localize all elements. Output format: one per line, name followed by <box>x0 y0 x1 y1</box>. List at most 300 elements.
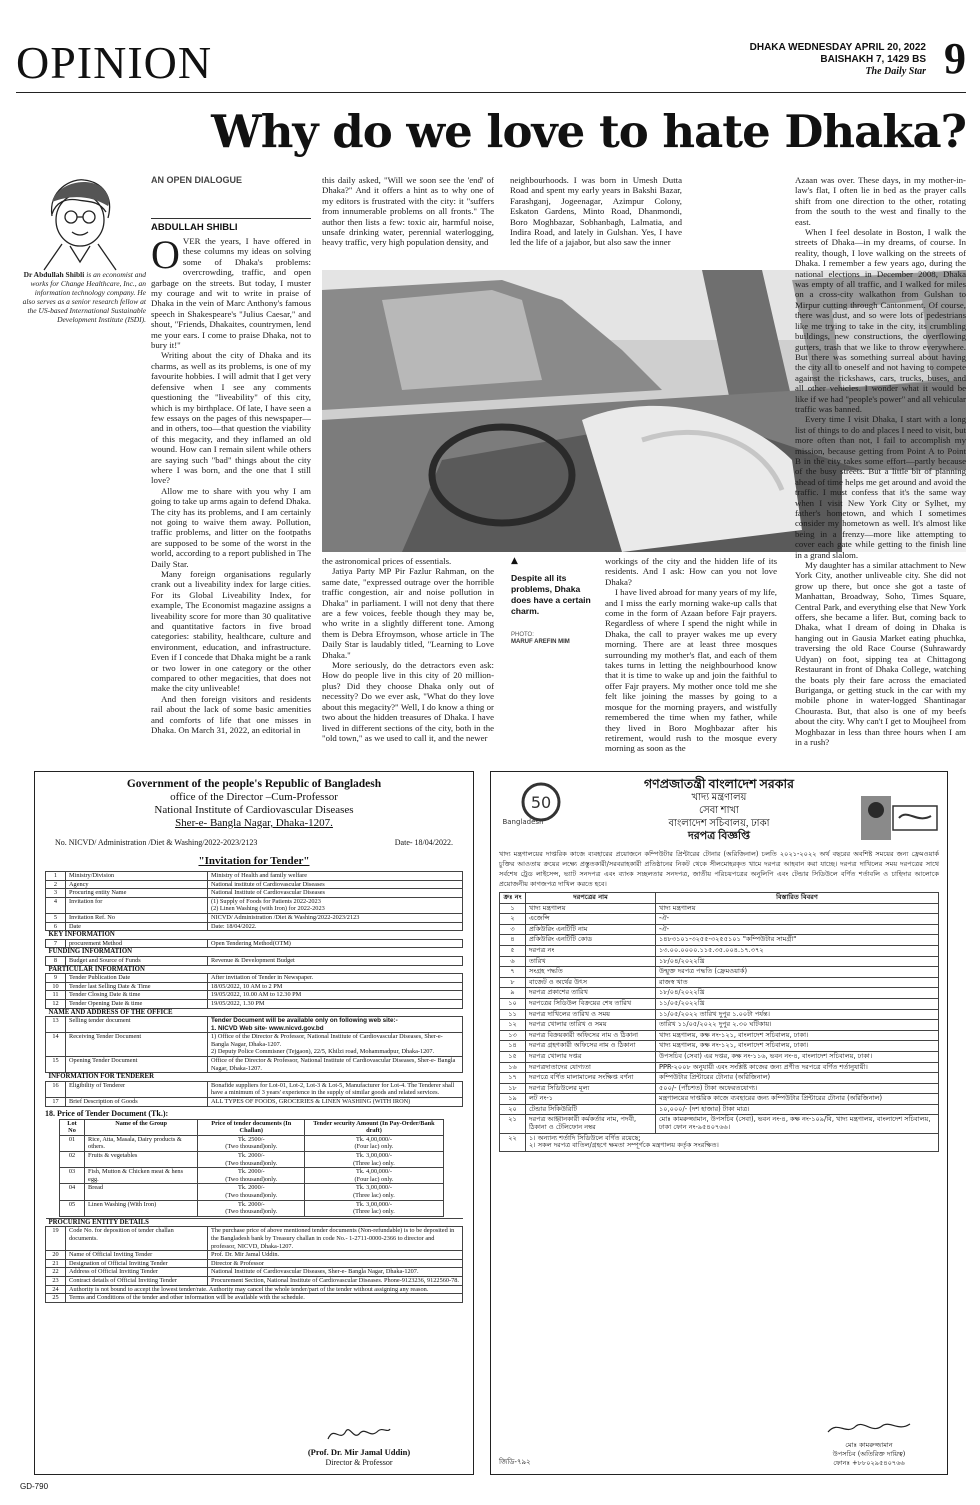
section-name: OPINION <box>16 37 213 88</box>
table-cell: Invitation for <box>66 897 208 913</box>
table-cell: Bonafide suppliers for Lot-01, Lot-2, Lot-3 & Lot-5, Manufacturer for Lot-4. The Tenderer shall have a minimum of 3 years' experience in the supply of similar goods and related services. <box>208 1081 463 1097</box>
paragraph: the astronomical prices of essentials. <box>322 556 452 566</box>
table-cell <box>208 1017 463 1033</box>
table-cell: 1) Office of the Director & Professor, National Institute of Cardiovascular Diseases, Sher-e- Bangla Nagar, Dhaka-1207. 2) Deputy Police Commisner (Tejgaon), 22/5, Khilzi road, Mohammadpur, Dhaka-1207. <box>208 1033 463 1057</box>
table-row <box>46 1294 463 1303</box>
table-cell: Code No. for deposition of tender challan documents. <box>66 1227 208 1251</box>
table-cell: ৭ <box>500 967 526 978</box>
table-cell: Ministry/Division <box>66 872 208 881</box>
table-cell: 13 <box>46 1017 66 1033</box>
table-cell: Invitation Ref. No <box>66 913 208 922</box>
masthead <box>16 34 966 90</box>
table-cell: 8 <box>46 956 66 965</box>
paragraph: Many foreign organisations regularly crank out a liveability index for large cities. For its Global Liveability Index, for example, The Economist magazine assigns a liveability score for more than 30 qualitative and quantitative factors in five broad categories: stability, healthcare, culture and environment, education, and infrastructure. Even if I concede that Dhaka might be a rank or two lower in one category or the other compared to other megacities, that does not make the city unliveable! <box>151 569 311 694</box>
caption-arrow-icon: ▲ <box>511 556 518 566</box>
table-cell: Tk. 2000/- (Two thousand)only. <box>198 1152 305 1168</box>
table-cell: কম্পিউটার প্রিন্টারের টোনার (অরিজিনাল) <box>656 1073 939 1084</box>
paragraph: More seriously, do the detractors even ask: How do people live in this city of 20 million-plus? Did they choose Dhaka only out of necessity? Do we ever ask, "What do they love about this megacity?" Well, I do know a thing or two about the hidden treasures of Dhaka. I have lived in different sections of the city, both in the "old town," as we used to call it, and the newer <box>322 660 494 743</box>
table-cell: তারিখ ১১/০৫/২০২২ দুপুর ২.৩০ ঘটিকায়। <box>656 1020 939 1031</box>
tender-notice-nicvd <box>34 771 474 1475</box>
memo-number: No. NICVD/ Administration /Diet & Washing/2022-2023/2123 <box>55 838 258 847</box>
table-cell: Receiving Tender Document <box>66 1033 208 1057</box>
notice-intro: খাদ্য মন্ত্রণালয়ের দাপ্তরিক কাজে ব্যবহারের প্রয়োজনে কম্পিউটার প্রিন্টারের টোনার (অরিজিনাল) চলতি ২০২১-২০২২ অর্থ বছরের অবশিষ্ট সময়ের জন্য ফ্রেমওয়ার্ক চুক্তির আওতায় ক্রয়ের লক্ষ্যে প্রস্তুতকারী/সরবরাহকারী প্রতিষ্ঠানের নিকট থেকে সীলমোহরকৃত খামে দরপত্র আহবান করা যাচ্ছে। দরপত্র দাখিলের সময় দরপত্রের সাথে সর্বশেষ ট্রেড লাইসেন্স, ভ্যাট সনদপত্র এবং ব্যাংক সচ্ছলতার সনদপত্র, জাতীয় পরিচয়পত্রের অনুলিপি এবং টেন্ডার সিডিউলে বর্ণিত শর্তাবলি ও চাহিদার আলোকে প্রয়োজনীয় কাগজপত্র দাখিল করতে হবে। <box>499 850 939 888</box>
table-row <box>46 939 463 948</box>
table-cell: ১৫ <box>500 1051 526 1062</box>
table-cell: 19/05/2022, 1.30 PM <box>208 999 463 1008</box>
tender-details-table <box>499 892 939 1152</box>
table-cell: দরপত্র খোলার দপ্তর <box>526 1051 656 1062</box>
table-cell: ৪ <box>500 935 526 946</box>
table-cell: প্রকিউরিং এনটিটি কোড <box>526 935 656 946</box>
table-row <box>46 1057 463 1073</box>
table-cell: Agency <box>66 880 208 889</box>
table-cell: Brief Description of Goods <box>66 1098 208 1107</box>
svg-text:50: 50 <box>530 793 552 812</box>
table-row <box>500 967 939 978</box>
table-cell: Procurement Section, National Institute of Cardiovascular Diseases. Phone-9123236, 9122560-78. <box>208 1276 463 1285</box>
table-cell: Ministry of Health and family welfare <box>208 872 463 881</box>
table-cell: 14 <box>46 1033 66 1057</box>
table-cell: ১ <box>500 903 526 914</box>
table-cell: 15 <box>46 1057 66 1073</box>
paragraph: When I feel desolate in Boston, I walk the streets of Dhaka—in my dreams, of course. In reality, though, I love walking on the streets of Dhaka. I remember a few years ago, during the national elections in December 2008, Dhaka was empty of all traffic, and I walked for miles on a cross-city walkathon from Gulshan to Mirpur cutting through Cantonment. Of course, there was dust, and so were lots of pedestrians like me trying to take in the city, its crumbling buildings, new constructions, the overflowing gutters, trash that we like to throw everywhere. But there was something surreal about having the city all to oneself and not having to compete against the rickshaws, cars, trucks, buses, and all other vehicles. I wonder what it would be like if we had "people's power" and all vehicular traffic was banned. <box>795 227 966 414</box>
notice-header <box>45 778 463 830</box>
table-cell: ১৩ <box>500 1030 526 1041</box>
table-cell: 01 <box>60 1135 85 1151</box>
table-cell: Price of tender documents (In Challan) <box>198 1119 305 1135</box>
table-cell: Tk. 3,00,000/- (Three lac) only. <box>305 1200 443 1216</box>
signer-phone: ফোনঃ +৮৮০২৯৫৪০৭৬৬ <box>833 1459 905 1467</box>
table-row <box>46 999 463 1008</box>
table-cell: টেন্ডার সিকিউরিটি <box>526 1104 656 1115</box>
table-cell: 17 <box>46 1098 66 1107</box>
table-cell: ২০ <box>500 1104 526 1115</box>
table-cell: National Institute of Cardiovascular Diseases <box>208 889 463 898</box>
table-cell: Eligibility of Tenderer <box>66 1081 208 1097</box>
table-cell: 19 <box>46 1227 66 1251</box>
table-row <box>500 1115 939 1133</box>
table-cell: ২ <box>500 914 526 925</box>
table-cell: ১১ <box>500 1009 526 1020</box>
header-line: Government of the people's Republic of Bangladesh <box>126 778 382 790</box>
table-cell: দরপত্র বিক্রয়কারী অফিসের নাম ও ঠিকানা <box>526 1030 656 1041</box>
table-cell: 19/05/2022, 10.00 AM to 12.30 PM <box>208 991 463 1000</box>
table-cell: খাদ্য মন্ত্রণালয় <box>656 903 939 914</box>
table-cell: খাদ্য মন্ত্রণালয়, কক্ষ নং-১২১, বাংলাদেশ সচিবালয়, ঢাকা। <box>656 1030 939 1041</box>
table-cell: INFORMATION FOR TENDERER <box>46 1073 463 1082</box>
table-row <box>500 1020 939 1031</box>
table-cell: 21 <box>46 1259 66 1268</box>
table-cell: 18/05/2022, 10 AM to 2 PM <box>208 982 463 991</box>
table-cell: National institute of Cardiovascular Diseases <box>208 880 463 889</box>
table-cell: Tk. 2000/- (Two thousand)only. <box>198 1168 305 1184</box>
table-cell: 9 <box>46 974 66 983</box>
table-section-header <box>46 931 463 940</box>
table-cell: KEY INFORMATION <box>46 931 463 940</box>
table-cell: 7 <box>46 939 66 948</box>
table-cell: 1 <box>46 872 66 881</box>
table-cell: Address of Official Inviting Tender <box>66 1268 208 1277</box>
table-cell: 23 <box>46 1276 66 1285</box>
table-cell: Revenue & Development Budget <box>208 956 463 965</box>
procuring-entity-table <box>45 1218 463 1303</box>
table-row <box>500 998 939 1009</box>
article-column-1 <box>151 236 311 763</box>
memo-line <box>45 838 463 847</box>
table-section-header <box>46 1073 463 1082</box>
table-cell: Tk. 4,00,000/- (Four lac) only. <box>305 1135 443 1151</box>
table-section-header <box>46 1008 463 1017</box>
tender-price-table <box>59 1119 444 1217</box>
ad-code: জিডি-৭৯২ <box>499 1458 531 1466</box>
paragraph-text: VER the years, I have offered in these columns my ideas on solving some of Dhaka's problems: overcrowding, traffic, and open garbage on the streets. But today, I muster my courage and wit to write in praise of Dhaka in the vein of Marc Anthony's famous speech in Shakespeare's "Julius Caesar," and shout, "Friends, Dhakaites, countrymen, lend me your ears. I come to praise Dhaka, not to bury it!" <box>151 236 311 351</box>
price-table-title: 18. Price of Tender Document (Tk.): <box>45 1108 169 1118</box>
table-cell: 10 <box>46 982 66 991</box>
table-cell: Tender Closing Date & time <box>66 991 208 1000</box>
paragraph: My daughter has a similar attachment to New York City, another unliveable city. She did not grow up there, but once she got a taste of Manhattan, Broadway, Soho, Times Square, Central Park, and everything else that New York offers, she became a lifer. But, coming back to Dhaka, what I dream of doing in Dhaka is hanging out in Gausia Market eating phuchka, traversing the old Race Course (Suhrawardy Udyan) on foot, sipping tea at Chittagong Restaurant in front of Dhaka College, watching the boats ply their fare across the emaciated Buriganga, or getting stuck in the car with my mobile phone in water-logged Shantinagar Chourasta. But, that also is one of my beefs about the city. Why can't I get to Moujheel from Moghbazar in less than three hours when I am in a rush? <box>795 560 966 747</box>
table-cell: -ঐ- <box>656 924 939 935</box>
table-cell: দরপত্র আহ্বানকারী কর্মকর্তার নাম, পদবী, ঠিকানা ও টেলিফোন নম্বর <box>526 1115 656 1133</box>
table-cell: ১৪৮৩১০১-৩২৫৫-৩২৫৫১০১ "কম্পিউটার সামগ্রী" <box>656 935 939 946</box>
web-site-note: Tender Document will be available only on following web site:- <box>211 1017 398 1025</box>
table-cell: 6 <box>46 922 66 931</box>
table-cell: ক্রঃ নং <box>500 893 526 904</box>
table-cell: ৬ <box>500 956 526 967</box>
mujib-borsho-logo <box>859 794 939 842</box>
table-row <box>500 956 939 967</box>
table-cell: ১৬ <box>500 1062 526 1073</box>
column-kicker: AN OPEN DIALOGUE <box>151 175 243 185</box>
table-row <box>500 1062 939 1073</box>
table-cell: 11 <box>46 991 66 1000</box>
headline: Why do we love to hate Dhaka? <box>211 105 966 158</box>
table-cell: Tk. 2000/- (Two thousand)only. <box>198 1200 305 1216</box>
signer-title: উপসচিব (অতিরিক্ত দায়িত্ব) <box>832 1450 906 1458</box>
article-column-3-top <box>510 175 682 267</box>
signer-name: (Prof. Dr. Mir Jamal Uddin) <box>307 1447 411 1457</box>
tender-notice-food-ministry <box>490 771 948 1475</box>
table-row <box>46 1276 463 1285</box>
table-row <box>46 913 463 922</box>
notice-title: "Invitation for Tender" <box>198 855 310 867</box>
table-cell: Authority is not bound to accept the lowest tender/rate. Authority may cancel the whole tender/part of the tender without assigning any reason. <box>66 1285 463 1294</box>
top-rule <box>16 92 966 93</box>
table-cell: ১৮/০৪/২০২২খ্রি <box>656 956 939 967</box>
table-row <box>46 1259 463 1268</box>
table-row <box>500 935 939 946</box>
table-cell: Prof. Dr. Mir Jamal Uddin. <box>208 1251 463 1260</box>
table-row <box>46 880 463 889</box>
paragraph: Writing about the city of Dhaka and its charms, as well as its problems, is one of my favourite hobbies. I will admit that I get very defensive when I see any comments questioning the "liveability" of this city, which is my birthplace. Of late, I have seen a few essays on the pages of this newspaper—and in others, too—that question the viability of this megacity, and they inflamed an old wound. How can I remain silent while others are saying such "bad" things about the city where I was born, and the one that I still love? <box>151 350 311 486</box>
table-cell: দরপত্রের সিডিউল বিক্রয়ের শেষ তারিখ <box>526 998 656 1009</box>
table-cell: National Institute of Cardiovascular Diseases, Sher-e- Bangla Nagar, Dhaka-1207. <box>208 1268 463 1277</box>
table-row <box>46 1285 463 1294</box>
article-column-2-top <box>322 175 494 267</box>
table-cell: ১৮/০৪/২০২২খ্রি <box>656 988 939 999</box>
table-cell: ৫০০/- (পাঁচশত) টাকা অফেরতযোগ্য। <box>656 1083 939 1094</box>
header-line: খাদ্য মন্ত্রণালয় <box>691 792 747 803</box>
table-row <box>46 1017 463 1033</box>
table-cell: Date: 18/04/2022. <box>208 922 463 931</box>
table-row <box>500 1104 939 1115</box>
table-row <box>500 1083 939 1094</box>
bio-text: is an economist and works for Change Healthcare, Inc., an information technology company. He also serves as a senior research fellow at the US-based International Sustainable Development Institute (ISDI). <box>22 270 146 324</box>
table-cell: 24 <box>46 1285 66 1294</box>
table-cell: দরপত্র গ্রহণকারী অফিসের নাম ও ঠিকানা <box>526 1041 656 1052</box>
author-portrait-illustration <box>22 172 132 272</box>
table-cell: এজেন্সি <box>526 914 656 925</box>
table-cell: ALL TYPES OF FOODS, GROCERIES & LINEN WASHING (WITH IRON) <box>208 1098 463 1107</box>
table-cell: Tk. 2500/- (Two thousand)only. <box>198 1135 305 1151</box>
table-cell: ১০,০০০/- (দশ হাজার) টাকা মাত্র। <box>656 1104 939 1115</box>
table-cell: ১৪ <box>500 1041 526 1052</box>
paragraph: this daily asked, "Will we soon see the 'end' of Dhaka?" And it offers a hint as to why one of my editors is frustrated with the city: it "suffers from innumerable problems on all fronts." The author then lists a few: toxic air, harmful noise, unsafe drinking water, perennial waterlogging, heavy traffic, very high population density, and <box>322 175 494 248</box>
table-cell: দরপত্রে বর্ণিত মালামালের সংক্ষিপ্ত বর্ণনা <box>526 1073 656 1084</box>
table-cell: Opening Tender Document <box>66 1057 208 1073</box>
table-cell: ১৭ <box>500 1073 526 1084</box>
table-row <box>500 893 939 904</box>
table-row <box>500 1073 939 1084</box>
table-cell: দরপত্র খোলার তারিখ ও সময় <box>526 1020 656 1031</box>
table-cell: মোঃ কামরুজ্জামান, উপসচিব (সেবা), ভবন নং-৪, কক্ষ নং-১০৯/বি, খাদ্য মন্ত্রণালয়, বাংলাদেশ সচিবালয়, ঢাকা ফোন নং-৯৫৪০৭৬৬। <box>656 1115 939 1133</box>
mujib-50-logo <box>501 780 565 826</box>
table-cell: Budget and Source of Funds <box>66 956 208 965</box>
table-cell: ১৯ <box>500 1094 526 1105</box>
table-cell: রাজস্ব খাত <box>656 977 939 988</box>
table-row <box>46 889 463 898</box>
table-cell: ১০ <box>500 998 526 1009</box>
table-cell: PPR-২০০৮ অনুযায়ী এবং সংশ্লিষ্ট কাজের জন্য প্রণীত দরপত্রে বর্ণিত শর্তানুযায়ী। <box>656 1062 939 1073</box>
header-line: National Institute of Cardiovascular Diseases <box>154 804 354 816</box>
table-cell: Linen Washing (With Iron) <box>85 1200 198 1216</box>
table-cell: দরপত্র নং <box>526 945 656 956</box>
table-cell: Office of the Director & Professor, National Institute of Cardiovascular Diseases, Sher-e- Bangla Nagar, Dhaka-1207. <box>208 1057 463 1073</box>
table-cell: উন্মুক্ত দরপত্র পদ্ধতি (ফ্রেমওয়ার্ক) <box>656 967 939 978</box>
signer-name: মোঃ কামরুজ্জামান <box>845 1441 893 1449</box>
table-row <box>46 1227 463 1251</box>
author-name: ABDULLAH SHIBLI <box>151 218 311 234</box>
drop-cap: O <box>151 236 180 277</box>
table-row <box>500 1041 939 1052</box>
table-row <box>46 872 463 881</box>
table-row <box>500 1030 939 1041</box>
table-row <box>60 1119 444 1135</box>
table-cell: সংগ্রহ পদ্ধতি <box>526 967 656 978</box>
table-cell: Name of Official Inviting Tender <box>66 1251 208 1260</box>
table-row <box>46 1251 463 1260</box>
table-cell: প্রকিউরিং এনটিটি নাম <box>526 924 656 935</box>
photo-credit: MARUF AREFIN MIM <box>511 639 570 645</box>
table-row <box>500 977 939 988</box>
table-cell: 2 <box>46 880 66 889</box>
table-row <box>500 1094 939 1105</box>
table-cell: Tk. 2000/- (Two thousand)only. <box>198 1184 305 1200</box>
table-cell: ৯ <box>500 988 526 999</box>
table-cell: তারিখ <box>526 956 656 967</box>
paragraph: I have lived abroad for many years of my life, and I miss the early morning wake-up calls that come in the form of Azaan before Fajr prayers. Regardless of where I spend the night while in Dhaka, the call to prayer wakes me up every morning. There are at least three mosques surrounding my mother's flat, and each of them takes turns in letting the neighbourhood know that it is time to wake up and join the faithful to offer Fajr prayers. My mother once told me she felt like joining the masses by going to a mosque for the morning prayers, and wistfully remembered the time when my father, while they lived in Boro Moghbazar after his retirement, would rush to the mosque every morning as soon as the <box>605 587 777 754</box>
table-cell: -ঐ- <box>656 914 939 925</box>
table-cell: Date <box>66 922 208 931</box>
table-cell: Name of the Group <box>85 1119 198 1135</box>
table-cell: Contract details of Official Inviting Tender <box>66 1276 208 1285</box>
table-row <box>500 1133 939 1151</box>
paragraph <box>151 236 311 350</box>
table-cell: Rice, Atta, Masala, Dairy products & others. <box>85 1135 198 1151</box>
table-row <box>46 1098 463 1107</box>
table-cell: ১। অন্যান্য শর্তাদি সিডিউলে বর্ণিত রয়েছে; ২। সকল দরপত্র বাতিল/গ্রহণে ক্ষমতা সম্পূর্ণকে মন্ত্রণালয় কর্তৃক সংরক্ষিত। <box>526 1133 939 1151</box>
table-cell: Tk. 3,00,000/- (Three lac) only. <box>305 1152 443 1168</box>
table-cell: 4 <box>46 897 66 913</box>
table-cell: দরপত্র সিডিউলের মূল্য <box>526 1083 656 1094</box>
table-cell: Tender security Amount (In Pay-Order/Bank draft) <box>305 1119 443 1135</box>
table-cell: Designation of Official Inviting Tender <box>66 1259 208 1268</box>
table-cell: Tender Publication Date <box>66 974 208 983</box>
table-cell: মন্ত্রণালয়ের দাপ্তরিক কাজে ব্যবহারের জন্য কম্পিউটার প্রিন্টারের টোনার (অরিজিনাল) <box>656 1094 939 1105</box>
table-cell: খাদ্য মন্ত্রণালয়, কক্ষ নং-১২১, বাংলাদেশ সচিবালয়, ঢাকা। <box>656 1041 939 1052</box>
paragraph: And then foreign visitors and residents rail about the lack of some basic amenities and comforts of life that one misses in Dhaka. On March 31, 2022, an editorial in <box>151 693 311 736</box>
table-cell: Director & Professor <box>208 1259 463 1268</box>
signature-block <box>269 1423 449 1468</box>
table-cell: দরপত্রদাতাদের যোগ্যতা <box>526 1062 656 1073</box>
table-cell: NICVD/ Administration /Diet & Washing/2022-2023/2123 <box>208 913 463 922</box>
table-cell: 04 <box>60 1184 85 1200</box>
table-row <box>60 1184 444 1200</box>
table-row <box>46 1081 463 1097</box>
table-row <box>46 922 463 931</box>
logo-caption: Bangladesh <box>502 818 544 826</box>
table-cell: ১৩.০০.০০০০.১১৫.৩৫.০০৪.১৭.৩৭২ <box>656 945 939 956</box>
table-section-header <box>46 948 463 957</box>
dateline <box>750 42 926 78</box>
article-column-3-bottom <box>605 556 777 763</box>
signer-title: Director & Professor <box>325 1458 393 1467</box>
signature-scribble <box>324 1423 394 1445</box>
header-line: office of the Director –Cum-Professor <box>170 791 338 803</box>
table-row <box>46 897 463 913</box>
paper-name: The Daily Star <box>865 66 926 77</box>
table-row <box>500 1009 939 1020</box>
table-row <box>500 924 939 935</box>
table-section-header <box>46 1218 463 1227</box>
table-cell: Selling tender document <box>66 1017 208 1033</box>
table-row <box>500 945 939 956</box>
table-cell: PROCURING ENTITY DETAILS <box>46 1218 463 1227</box>
photo-credit-label: PHOTO: <box>511 632 534 638</box>
table-row <box>46 991 463 1000</box>
table-row <box>46 974 463 983</box>
table-row <box>60 1200 444 1216</box>
table-cell: FUNDING INFORMATION <box>46 948 463 957</box>
table-cell: লট নং-১ <box>526 1094 656 1105</box>
tender-info-table <box>45 871 463 1107</box>
table-row <box>60 1168 444 1184</box>
table-cell: ৩ <box>500 924 526 935</box>
table-cell: Tk. 4,00,000/- (Four lac) only. <box>305 1168 443 1184</box>
signature-scribble <box>824 1418 914 1438</box>
table-cell: ১২ <box>500 1020 526 1031</box>
signature-block <box>809 1418 929 1468</box>
paragraph: Allow me to share with you why I am going to take up arms again to defend Dhaka. The city has its problems, and I am certainly not going to waive them away. Pollution, traffic problems, and litter on the footpaths are supposed to be some of the worst in the world, according to a report published in The Daily Star. <box>151 485 311 569</box>
paragraph: Azaan was over. These days, in my mother-in-law's flat, I often lie in bed as the prayer calls shift from one direction to the other, rotating from the south to the west and finally to the east. <box>795 175 966 227</box>
table-cell: procurement Method <box>66 939 208 948</box>
date-line-2: BAISHAKH 7, 1429 BS <box>820 54 926 65</box>
article-column-4 <box>795 175 966 763</box>
table-cell: ১১/০৫/২০২২খ্রি <box>656 998 939 1009</box>
table-row <box>60 1152 444 1168</box>
table-cell: ১১/০৫/২০২২ তারিখ দুপুর ১.০০টা পর্যন্ত। <box>656 1009 939 1020</box>
table-cell: Tender last Selling Date & Time <box>66 982 208 991</box>
article-column-2-bottom <box>322 556 494 763</box>
table-cell: 16 <box>46 1081 66 1097</box>
paragraph: Jatiya Party MP Pir Fazlur Rahman, on the same date, "expressed outrage over the horrible traffic congestion, air and noise pollution in Dhaka" in parliament. I will not deny that there are a few voices, feeble though they may be, who write in a slightly different tone. Among them is Debra Efroymson, whose article in The Daily Star is laudably titled, "Learning to Love Dhaka." <box>322 566 494 660</box>
header-line: Sher-e- Bangla Nagar, Dhaka-1207. <box>175 817 333 829</box>
table-row <box>500 988 939 999</box>
table-cell: Lot No <box>60 1119 85 1135</box>
memo-date: Date- 18/04/2022. <box>394 838 453 847</box>
table-row <box>500 1051 939 1062</box>
table-cell: Tk. 3,00,000/- (Three lac) only. <box>305 1184 443 1200</box>
table-cell: ৫ <box>500 945 526 956</box>
table-cell: Procuring entity Name <box>66 889 208 898</box>
bio-name: Dr Abdullah Shibli <box>23 270 85 279</box>
header-line: গণপ্রজাতন্ত্রী বাংলাদেশ সরকার <box>643 777 795 791</box>
table-cell: Bread <box>85 1184 198 1200</box>
table-cell: Fruits & vegetables <box>85 1152 198 1168</box>
table-row <box>500 914 939 925</box>
table-cell: 3 <box>46 889 66 898</box>
table-row <box>46 1033 463 1057</box>
table-row <box>46 956 463 965</box>
table-cell: 5 <box>46 913 66 922</box>
table-row <box>60 1135 444 1151</box>
table-cell: 25 <box>46 1294 66 1303</box>
paragraph: neighbourhoods. I was born in Umesh Dutta Road and spent my early years in Bakshi Bazar, Farashganj, Jogeenagar, Azimpur Colony, Eskaton Gardens, Minto Road, Dhanmondi, Boro Moghbazar, Sobhanbagh, Lalmatia, and Indira Road, and lately in Gulshan. Yes, I have led the life of a jajabor, but also saw the inner <box>510 175 682 248</box>
paragraph: Every time I visit Dhaka, I start with a long list of things to do and places I need to visit, but more often than not, I fail to accomplish my mission, because getting from Point A to Point B in the city takes some effort—partly because of the busy streets. But a little bit of planning ahead of time helps me get around and avoid the traffic. I must confess that it's the same way when I visit New York City or Sylhet, my father's hometown, and which I sometimes consider my hometown as well. It's almost like being in a frenzy—more like attempting to cover each gate while getting to the finish line in a grand slalom. <box>795 414 966 560</box>
table-cell: বাজেট ও অর্থের উৎস <box>526 977 656 988</box>
table-cell: Tender Opening Date & time <box>66 999 208 1008</box>
table-section-header <box>46 965 463 974</box>
table-cell: 05 <box>60 1200 85 1216</box>
table-cell: খাদ্য মন্ত্রণালয় <box>526 903 656 914</box>
table-cell: The purchase price of above mentioned tender documents (Non-refundable) is to be deposited in the Bangladesh bank by Treasury challan in code No.- 1-2711-0000-2366 to director and professor, NICVD, Dhaka-1207. <box>208 1227 463 1251</box>
table-cell: After invitation of Tender in Newspaper. <box>208 974 463 983</box>
table-cell: ৮ <box>500 977 526 988</box>
table-cell: বিস্তারিত বিবরণ <box>656 893 939 904</box>
table-cell: 22 <box>46 1268 66 1277</box>
header-line: বাংলাদেশ সচিবালয়, ঢাকা <box>668 818 770 829</box>
table-cell: ২১ <box>500 1115 526 1133</box>
table-cell: ২২ <box>500 1133 526 1151</box>
table-cell: দরপত্র প্রকাশের তারিখ <box>526 988 656 999</box>
photo-caption: Despite all its problems, Dhaka does have a certain charm. <box>511 573 591 616</box>
table-cell: ১৮ <box>500 1083 526 1094</box>
page-number: 9 <box>944 34 966 83</box>
table-cell: 20 <box>46 1251 66 1260</box>
table-cell: উপসচিব (সেবা) এর দপ্তর, কক্ষ নং-১১৬, ভবন নং-৪, বাংলাদেশ সচিবালয়, ঢাকা। <box>656 1051 939 1062</box>
table-cell: দরপত্র দাখিলের তারিখ ও সময় <box>526 1009 656 1020</box>
header-line: দরপত্র বিজ্ঞপ্তি <box>687 830 751 842</box>
table-cell: Terms and Conditions of the tender and other information will be available with the schedule. <box>66 1294 463 1303</box>
date-line-1: DHAKA WEDNESDAY APRIL 20, 2022 <box>749 42 926 53</box>
paragraph: workings of the city and the hidden life of its residents. And I ask: How can you not love Dhaka? <box>605 556 777 587</box>
table-cell: (1) Supply of Foods for Patients 2022-2023 (2) Linen Washing (with Iron) for 2022-2023 <box>208 897 463 913</box>
author-bio <box>22 270 146 324</box>
web-site-link[interactable]: 1. NICVD Web site- www.nicvd.gov.bd <box>211 1024 324 1032</box>
table-cell: PARTICULAR INFORMATION <box>46 965 463 974</box>
header-line: সেবা শাখা <box>699 805 739 816</box>
table-row <box>46 982 463 991</box>
table-cell: Open Tendering Method(OTM) <box>208 939 463 948</box>
